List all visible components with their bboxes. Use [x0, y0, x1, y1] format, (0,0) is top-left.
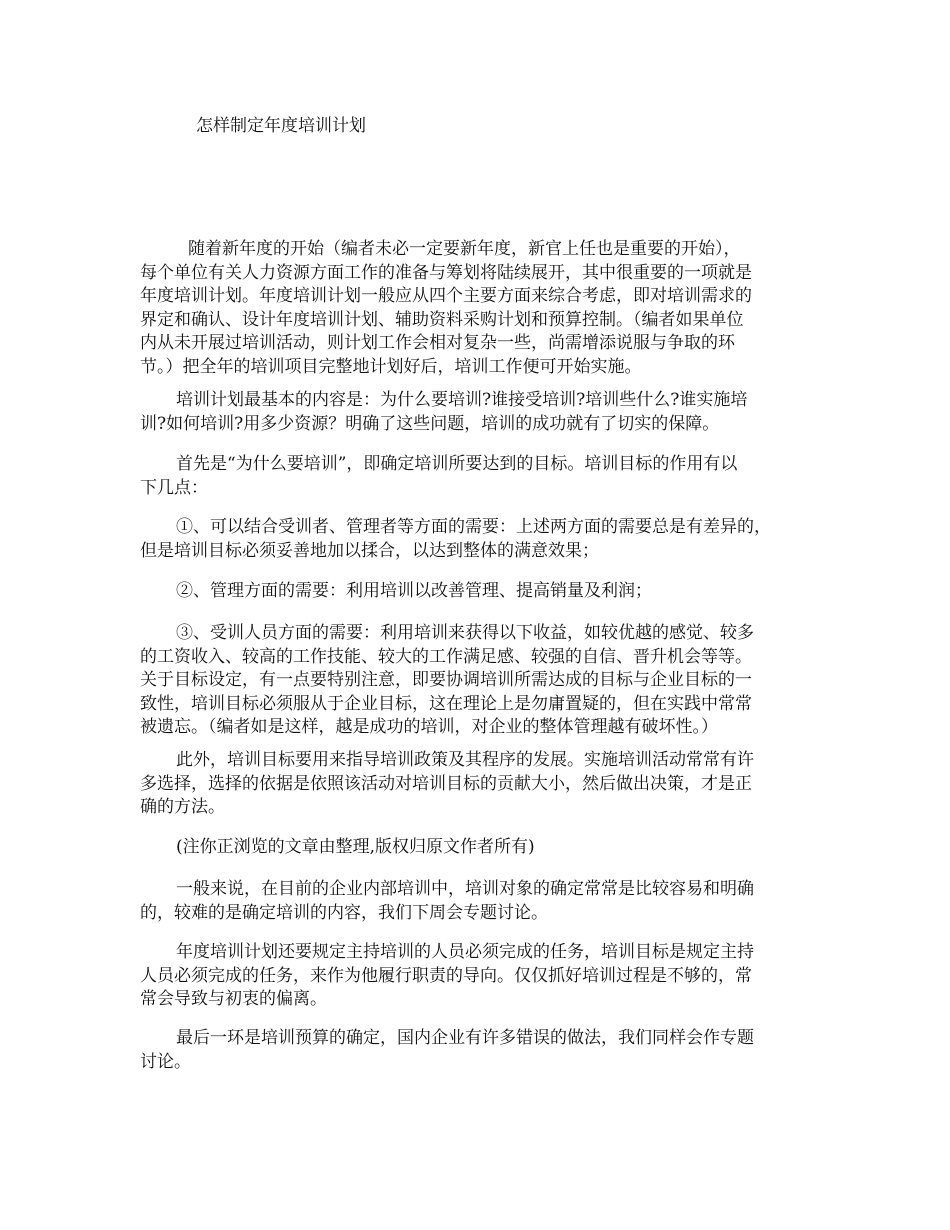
text-line: 的工资收入、较高的工作技能、较大的工作满足感、较强的自信、晋升机会等等。 — [140, 646, 752, 667]
paragraph-note — [140, 836, 820, 860]
text-line: 致性，培训目标必须服从于企业目标，这在理论上是勿庸置疑的，但在实践中常常 — [140, 693, 752, 714]
text-line: 随着新年度的开始（编者未必一定要新年度，新官上任也是重要的开始）， — [188, 239, 741, 259]
paragraph-budget — [140, 1027, 820, 1074]
paragraph-basic-content — [140, 389, 820, 436]
text-line: 年度培训计划。年度培训计划一般应从四个主要方面来综合考虑，即对培训需求的 — [140, 286, 752, 306]
text-line: 被遗忘。（编者如是这样，越是成功的培训，对企业的整体管理越有破坏性。） — [140, 717, 718, 737]
text-line: 一般来说，在目前的企业内部培训中，培训对象的确定常常是比较容易和明确 — [176, 879, 754, 899]
text-line: 内从未开展过培训活动，则计划工作会相对复杂一些，尚需增添说服与争取的环 — [140, 333, 735, 353]
text-line: 年度培训计划还要规定主持培训的人员必须完成的任务，培训目标是规定主持 — [176, 942, 754, 962]
text-line: 但是培训目标必须妥善地加以揉合，以达到整体的满意效果； — [140, 540, 599, 561]
text-line: 此外，培训目标要用来指导培训政策及其程序的发展。实施培训活动常常有许 — [176, 750, 754, 770]
text-line: 每个单位有关人力资源方面工作的准备与筹划将陆续展开，其中很重要的一项就是 — [140, 262, 752, 283]
text-line: 最后一环是培训预算的确定，国内企业有许多错误的做法，我们同样会作专题 — [176, 1028, 754, 1048]
text-line: 训?如何培训?用多少资源？明确了这些问题，培训的成功就有了切实的保障。 — [140, 413, 720, 434]
text-line: ②、管理方面的需要：利用培训以改善管理、提高销量及利润； — [176, 581, 652, 601]
paragraph-intro — [140, 238, 820, 379]
text-line: 节。）把全年的培训项目完整地计划好后，培训工作便可开始实施。 — [140, 356, 642, 377]
text-line: 关于目标设定，有一点要特别注意，即要协调培训所需达成的目标与企业目标的一 — [140, 670, 752, 690]
text-line: 人员必须完成的任务，来作为他履行职责的导向。仅仅抓好培训过程是不够的，常 — [140, 965, 752, 986]
text-line: (注你正浏览的文章由整理,版权归原文作者所有) — [176, 837, 535, 857]
text-line: 讨论。 — [140, 1051, 191, 1072]
paragraph-why-train — [140, 453, 820, 500]
text-line: 确的方法。 — [140, 797, 225, 817]
paragraph-target-audience — [140, 878, 820, 925]
text-line: 界定和确认、设计年度培训计划、辅助资料采购计划和预算控制。（编者如果单位 — [140, 309, 744, 330]
document-title: 怎样制定年度培训计划 — [196, 116, 366, 136]
paragraph-point-2 — [140, 580, 820, 604]
text-line: 多选择，选择的依据是依照该活动对培训目标的贡献大小，然后做出决策，才是正 — [140, 773, 752, 794]
paragraph-point-3 — [140, 622, 820, 740]
paragraph-trainer-tasks — [140, 941, 820, 1012]
text-line: ③、受训人员方面的需要：利用培训来获得以下收益，如较优越的感觉、较多 — [176, 623, 754, 643]
text-line: 常会导致与初衷的偏离。 — [140, 989, 327, 1009]
text-line: ①、可以结合受训者、管理者等方面的需要：上述两方面的需要总是有差异的， — [176, 517, 771, 537]
text-line: 下几点： — [140, 477, 208, 498]
paragraph-point-1 — [140, 516, 820, 563]
text-line: 培训计划最基本的内容是：为什么要培训?谁接受培训?培训些什么?谁实施培 — [176, 390, 748, 410]
text-line: 的，较难的是确定培训的内容，我们下周会专题讨论。 — [140, 902, 548, 923]
paragraph-policy — [140, 749, 820, 820]
text-line: 首先是“为什么要培训”，即确定培训所要达到的目标。培训目标的作用有以 — [176, 454, 738, 474]
